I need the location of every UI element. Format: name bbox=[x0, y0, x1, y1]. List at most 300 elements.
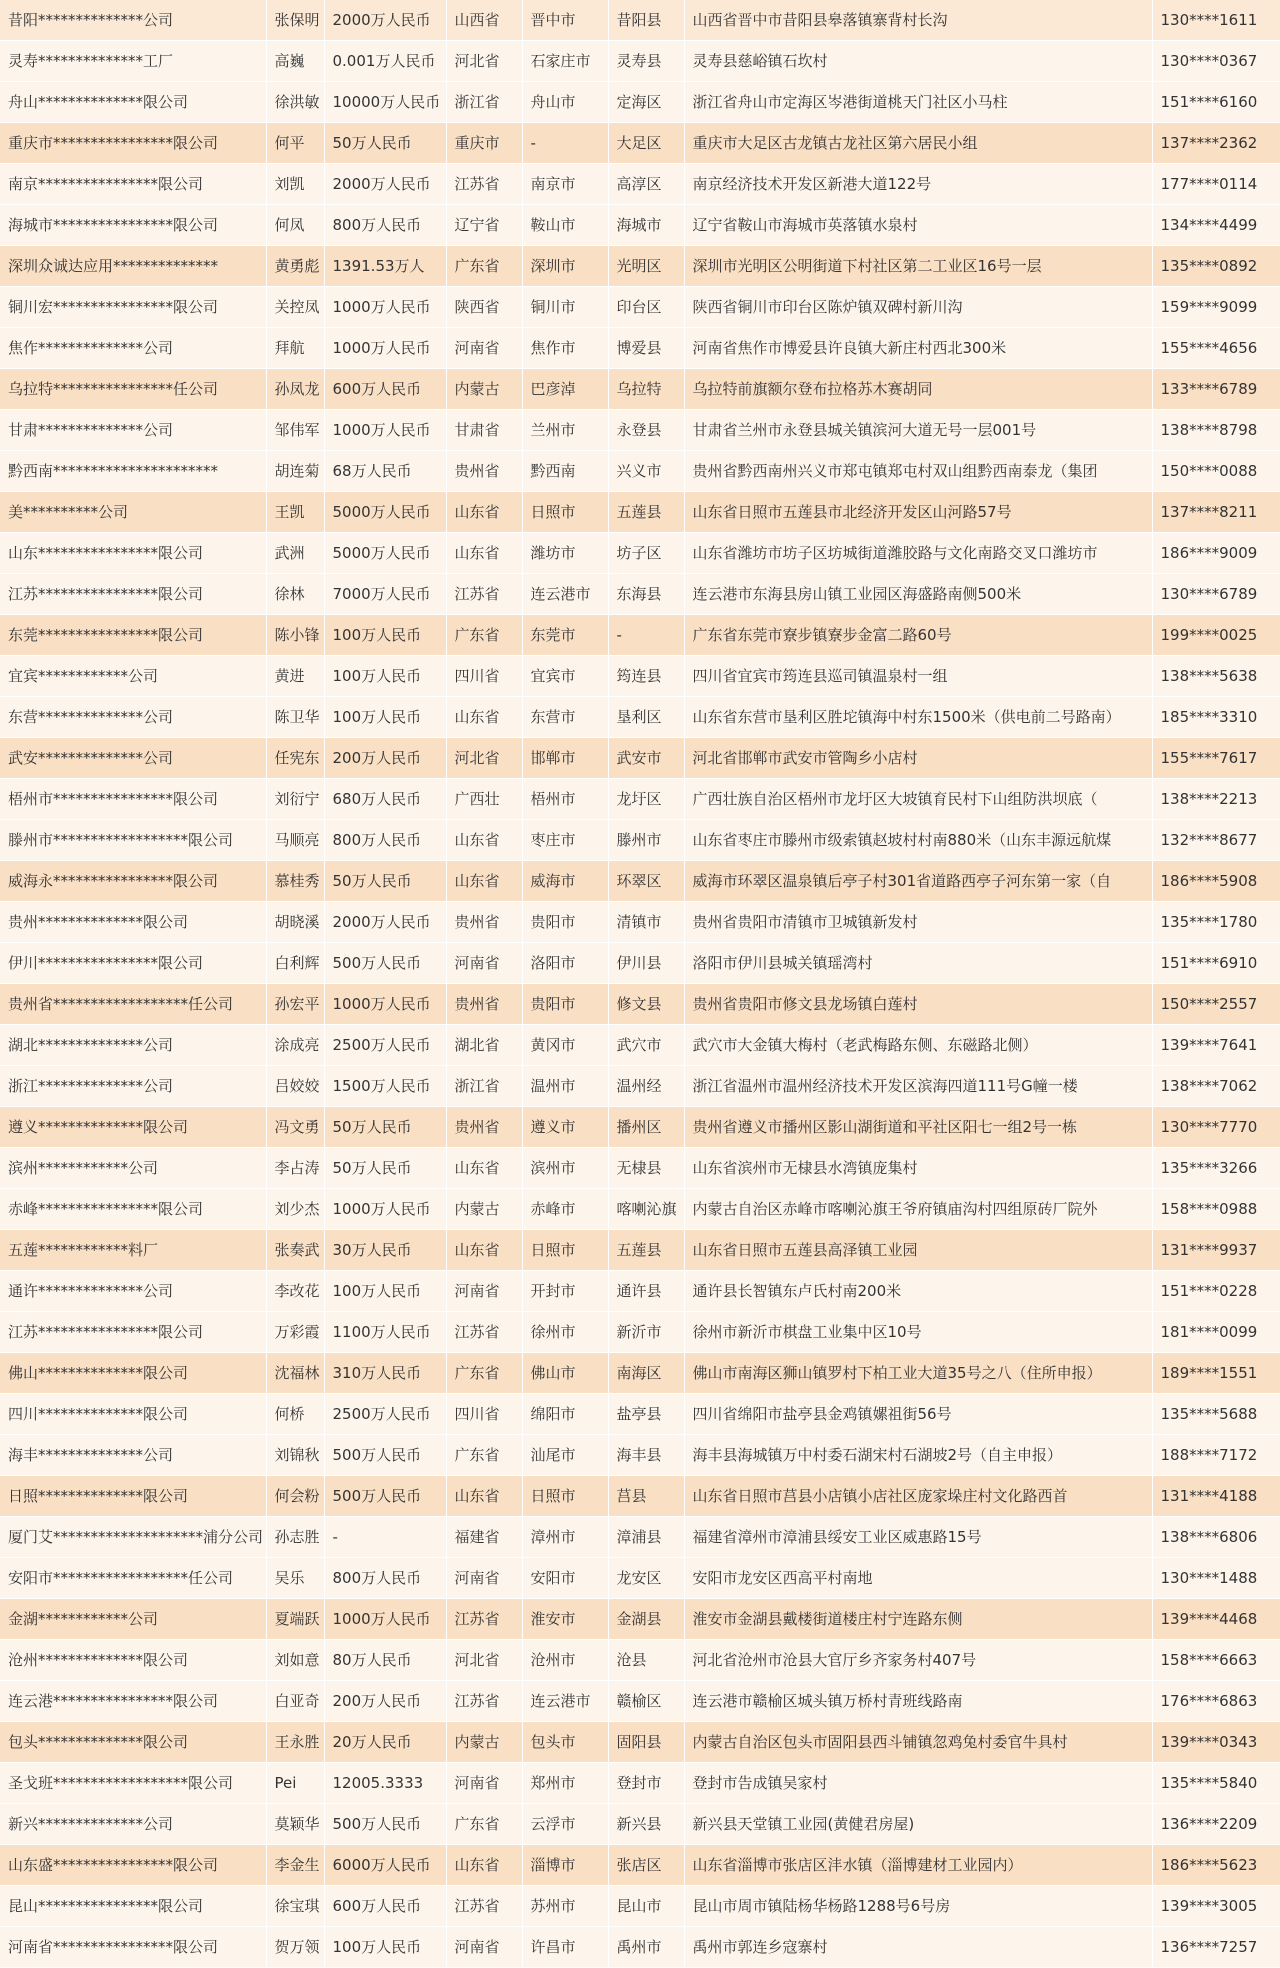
city-cell: 绵阳市 bbox=[522, 1394, 608, 1435]
address-cell: 陕西省铜川市印台区陈炉镇双碑村新川沟 bbox=[684, 287, 1152, 328]
city-cell: 深圳市 bbox=[522, 246, 608, 287]
table-row bbox=[0, 410, 1280, 451]
table-row bbox=[0, 1066, 1280, 1107]
company-name-cell: 昔阳**************公司 bbox=[0, 0, 266, 41]
legal-rep-cell: 孙宏平 bbox=[266, 984, 324, 1025]
district-cell: 新沂市 bbox=[608, 1312, 684, 1353]
legal-rep-cell: 任宪东 bbox=[266, 738, 324, 779]
province-cell: 贵州省 bbox=[446, 984, 522, 1025]
city-cell: 云浮市 bbox=[522, 1804, 608, 1845]
phone-cell: 186****5623 bbox=[1152, 1845, 1280, 1886]
city-cell: 淮安市 bbox=[522, 1599, 608, 1640]
district-cell: 乌拉特 bbox=[608, 369, 684, 410]
registered-capital-cell: 100万人民币 bbox=[324, 1271, 446, 1312]
company-name-cell: 宜宾************公司 bbox=[0, 656, 266, 697]
province-cell: 河北省 bbox=[446, 738, 522, 779]
registered-capital-cell: 68万人民币 bbox=[324, 451, 446, 492]
legal-rep-cell: 贺万领 bbox=[266, 1927, 324, 1968]
legal-rep-cell: 刘锦秋 bbox=[266, 1435, 324, 1476]
phone-cell: 138****7062 bbox=[1152, 1066, 1280, 1107]
district-cell: 南海区 bbox=[608, 1353, 684, 1394]
company-name-cell: 山东****************限公司 bbox=[0, 533, 266, 574]
table-row bbox=[0, 984, 1280, 1025]
company-name-cell: 包头**************限公司 bbox=[0, 1722, 266, 1763]
company-name-cell: 通许**************公司 bbox=[0, 1271, 266, 1312]
company-name-cell: 湖北**************公司 bbox=[0, 1025, 266, 1066]
district-cell: 张店区 bbox=[608, 1845, 684, 1886]
district-cell: - bbox=[608, 615, 684, 656]
registered-capital-cell: 5000万人民币 bbox=[324, 533, 446, 574]
city-cell: 佛山市 bbox=[522, 1353, 608, 1394]
phone-cell: 139****3005 bbox=[1152, 1886, 1280, 1927]
registered-capital-cell: 50万人民币 bbox=[324, 1107, 446, 1148]
legal-rep-cell: 莫颖华 bbox=[266, 1804, 324, 1845]
registered-capital-cell: 1000万人民币 bbox=[324, 1189, 446, 1230]
legal-rep-cell: 张奏武 bbox=[266, 1230, 324, 1271]
table-row bbox=[0, 492, 1280, 533]
city-cell: 连云港市 bbox=[522, 574, 608, 615]
address-cell: 南京经济技术开发区新港大道122号 bbox=[684, 164, 1152, 205]
province-cell: 四川省 bbox=[446, 656, 522, 697]
legal-rep-cell: 王凯 bbox=[266, 492, 324, 533]
address-cell: 洛阳市伊川县城关镇瑶湾村 bbox=[684, 943, 1152, 984]
address-cell: 内蒙古自治区赤峰市喀喇沁旗王爷府镇庙沟村四组原砖厂院外 bbox=[684, 1189, 1152, 1230]
company-name-cell: 连云港****************限公司 bbox=[0, 1681, 266, 1722]
district-cell: 昆山市 bbox=[608, 1886, 684, 1927]
legal-rep-cell: 邹伟军 bbox=[266, 410, 324, 451]
legal-rep-cell: 何桥 bbox=[266, 1394, 324, 1435]
address-cell: 禹州市郭连乡寇寨村 bbox=[684, 1927, 1152, 1968]
table-row bbox=[0, 820, 1280, 861]
province-cell: 内蒙古 bbox=[446, 1189, 522, 1230]
province-cell: 江苏省 bbox=[446, 1312, 522, 1353]
district-cell: 无棣县 bbox=[608, 1148, 684, 1189]
district-cell: 灵寿县 bbox=[608, 41, 684, 82]
address-cell: 四川省宜宾市筠连县巡司镇温泉村一组 bbox=[684, 656, 1152, 697]
district-cell: 滕州市 bbox=[608, 820, 684, 861]
company-name-cell: 深圳众诚达应用************** bbox=[0, 246, 266, 287]
district-cell: 坊子区 bbox=[608, 533, 684, 574]
province-cell: 内蒙古 bbox=[446, 369, 522, 410]
address-cell: 淮安市金湖县戴楼街道楼庄村宁连路东侧 bbox=[684, 1599, 1152, 1640]
city-cell: 苏州市 bbox=[522, 1886, 608, 1927]
table-row bbox=[0, 1804, 1280, 1845]
phone-cell: 158****6663 bbox=[1152, 1640, 1280, 1681]
province-cell: 辽宁省 bbox=[446, 205, 522, 246]
address-cell: 贵州省遵义市播州区影山湖街道和平社区阳七一组2号一栋 bbox=[684, 1107, 1152, 1148]
district-cell: 禹州市 bbox=[608, 1927, 684, 1968]
registered-capital-cell: 2000万人民币 bbox=[324, 902, 446, 943]
province-cell: 陕西省 bbox=[446, 287, 522, 328]
registered-capital-cell: 2500万人民币 bbox=[324, 1025, 446, 1066]
company-name-cell: 安阳市******************任公司 bbox=[0, 1558, 266, 1599]
company-name-cell: 遵义**************限公司 bbox=[0, 1107, 266, 1148]
city-cell: 洛阳市 bbox=[522, 943, 608, 984]
company-name-cell: 美**********公司 bbox=[0, 492, 266, 533]
company-name-cell: 厦门艾********************浦分公司 bbox=[0, 1517, 266, 1558]
company-name-cell: 梧州市****************限公司 bbox=[0, 779, 266, 820]
legal-rep-cell: 冯文勇 bbox=[266, 1107, 324, 1148]
city-cell: 许昌市 bbox=[522, 1927, 608, 1968]
company-name-cell: 山东盛****************限公司 bbox=[0, 1845, 266, 1886]
district-cell: 武安市 bbox=[608, 738, 684, 779]
company-name-cell: 五莲************料厂 bbox=[0, 1230, 266, 1271]
phone-cell: 199****0025 bbox=[1152, 615, 1280, 656]
company-name-cell: 贵州省******************任公司 bbox=[0, 984, 266, 1025]
registered-capital-cell: 20万人民币 bbox=[324, 1722, 446, 1763]
city-cell: 黔西南 bbox=[522, 451, 608, 492]
phone-cell: 150****2557 bbox=[1152, 984, 1280, 1025]
legal-rep-cell: 吕姣姣 bbox=[266, 1066, 324, 1107]
legal-rep-cell: 陈小锋 bbox=[266, 615, 324, 656]
company-name-cell: 江苏****************限公司 bbox=[0, 574, 266, 615]
city-cell: 日照市 bbox=[522, 492, 608, 533]
table-row bbox=[0, 1640, 1280, 1681]
legal-rep-cell: 李改花 bbox=[266, 1271, 324, 1312]
address-cell: 河北省邯郸市武安市管陶乡小店村 bbox=[684, 738, 1152, 779]
district-cell: 通许县 bbox=[608, 1271, 684, 1312]
company-name-cell: 武安**************公司 bbox=[0, 738, 266, 779]
table-row bbox=[0, 1476, 1280, 1517]
city-cell: 黄冈市 bbox=[522, 1025, 608, 1066]
address-cell: 通许县长智镇东卢氏村南200米 bbox=[684, 1271, 1152, 1312]
registered-capital-cell: 30万人民币 bbox=[324, 1230, 446, 1271]
city-cell: 温州市 bbox=[522, 1066, 608, 1107]
company-name-cell: 海丰**************公司 bbox=[0, 1435, 266, 1476]
company-name-cell: 新兴**************公司 bbox=[0, 1804, 266, 1845]
table-row bbox=[0, 1189, 1280, 1230]
district-cell: 五莲县 bbox=[608, 492, 684, 533]
legal-rep-cell: 万彩霞 bbox=[266, 1312, 324, 1353]
province-cell: 广东省 bbox=[446, 1804, 522, 1845]
city-cell: 赤峰市 bbox=[522, 1189, 608, 1230]
phone-cell: 137****8211 bbox=[1152, 492, 1280, 533]
company-name-cell: 黔西南********************** bbox=[0, 451, 266, 492]
address-cell: 广西壮族自治区梧州市龙圩区大坡镇育民村下山组防洪坝底（ bbox=[684, 779, 1152, 820]
company-name-cell: 日照**************限公司 bbox=[0, 1476, 266, 1517]
company-name-cell: 伊川****************限公司 bbox=[0, 943, 266, 984]
legal-rep-cell: 李占涛 bbox=[266, 1148, 324, 1189]
table-row bbox=[0, 1681, 1280, 1722]
district-cell: 博爱县 bbox=[608, 328, 684, 369]
district-cell: 新兴县 bbox=[608, 1804, 684, 1845]
legal-rep-cell: 徐林 bbox=[266, 574, 324, 615]
legal-rep-cell: 白利辉 bbox=[266, 943, 324, 984]
phone-cell: 132****8677 bbox=[1152, 820, 1280, 861]
province-cell: 甘肃省 bbox=[446, 410, 522, 451]
address-cell: 连云港市赣榆区城头镇万桥村青班线路南 bbox=[684, 1681, 1152, 1722]
table-row bbox=[0, 943, 1280, 984]
company-name-cell: 赤峰****************限公司 bbox=[0, 1189, 266, 1230]
district-cell: 莒县 bbox=[608, 1476, 684, 1517]
company-name-cell: 昆山****************限公司 bbox=[0, 1886, 266, 1927]
district-cell: 伊川县 bbox=[608, 943, 684, 984]
address-cell: 贵州省贵阳市清镇市卫城镇新发村 bbox=[684, 902, 1152, 943]
phone-cell: 158****0988 bbox=[1152, 1189, 1280, 1230]
table-row bbox=[0, 1517, 1280, 1558]
province-cell: 广东省 bbox=[446, 1353, 522, 1394]
legal-rep-cell: 何平 bbox=[266, 123, 324, 164]
address-cell: 辽宁省鞍山市海城市英落镇水泉村 bbox=[684, 205, 1152, 246]
phone-cell: 136****7257 bbox=[1152, 1927, 1280, 1968]
registered-capital-cell: 1000万人民币 bbox=[324, 984, 446, 1025]
legal-rep-cell: 高巍 bbox=[266, 41, 324, 82]
province-cell: 广东省 bbox=[446, 246, 522, 287]
company-name-cell: 焦作**************公司 bbox=[0, 328, 266, 369]
province-cell: 河南省 bbox=[446, 1558, 522, 1599]
legal-rep-cell: 王永胜 bbox=[266, 1722, 324, 1763]
company-name-cell: 滨州************公司 bbox=[0, 1148, 266, 1189]
address-cell: 贵州省贵阳市修文县龙场镇白莲村 bbox=[684, 984, 1152, 1025]
registered-capital-cell: 100万人民币 bbox=[324, 615, 446, 656]
province-cell: 河南省 bbox=[446, 1763, 522, 1804]
registered-capital-cell: 500万人民币 bbox=[324, 943, 446, 984]
address-cell: 徐州市新沂市棋盘工业集中区10号 bbox=[684, 1312, 1152, 1353]
city-cell: 遵义市 bbox=[522, 1107, 608, 1148]
registered-capital-cell: 2000万人民币 bbox=[324, 164, 446, 205]
city-cell: 枣庄市 bbox=[522, 820, 608, 861]
registered-capital-cell: 100万人民币 bbox=[324, 656, 446, 697]
table-row bbox=[0, 779, 1280, 820]
province-cell: 河南省 bbox=[446, 1927, 522, 1968]
company-name-cell: 甘肃**************公司 bbox=[0, 410, 266, 451]
table-row bbox=[0, 205, 1280, 246]
city-cell: 晋中市 bbox=[522, 0, 608, 41]
phone-cell: 135****3266 bbox=[1152, 1148, 1280, 1189]
district-cell: 清镇市 bbox=[608, 902, 684, 943]
district-cell: 温州经 bbox=[608, 1066, 684, 1107]
company-name-cell: 江苏****************限公司 bbox=[0, 1312, 266, 1353]
province-cell: 内蒙古 bbox=[446, 1722, 522, 1763]
province-cell: 广东省 bbox=[446, 615, 522, 656]
phone-cell: 155****4656 bbox=[1152, 328, 1280, 369]
city-cell: 安阳市 bbox=[522, 1558, 608, 1599]
legal-rep-cell: 李金生 bbox=[266, 1845, 324, 1886]
province-cell: 河北省 bbox=[446, 41, 522, 82]
registered-capital-cell: 200万人民币 bbox=[324, 1681, 446, 1722]
address-cell: 山东省枣庄市滕州市级索镇赵坡村村南880米（山东丰源远航煤 bbox=[684, 820, 1152, 861]
city-cell: 宜宾市 bbox=[522, 656, 608, 697]
city-cell: 贵阳市 bbox=[522, 984, 608, 1025]
phone-cell: 135****5688 bbox=[1152, 1394, 1280, 1435]
province-cell: 河北省 bbox=[446, 1640, 522, 1681]
table-row bbox=[0, 246, 1280, 287]
company-name-cell: 铜川宏****************限公司 bbox=[0, 287, 266, 328]
registered-capital-cell: 80万人民币 bbox=[324, 1640, 446, 1681]
province-cell: 湖北省 bbox=[446, 1025, 522, 1066]
city-cell: 沧州市 bbox=[522, 1640, 608, 1681]
province-cell: 浙江省 bbox=[446, 82, 522, 123]
province-cell: 贵州省 bbox=[446, 451, 522, 492]
legal-rep-cell: 胡连菊 bbox=[266, 451, 324, 492]
city-cell: 威海市 bbox=[522, 861, 608, 902]
registered-capital-cell: 12005.3333 bbox=[324, 1763, 446, 1804]
district-cell: 登封市 bbox=[608, 1763, 684, 1804]
legal-rep-cell: 刘少杰 bbox=[266, 1189, 324, 1230]
address-cell: 乌拉特前旗额尔登布拉格苏木赛胡同 bbox=[684, 369, 1152, 410]
city-cell: 徐州市 bbox=[522, 1312, 608, 1353]
registered-capital-cell: - bbox=[324, 1517, 446, 1558]
province-cell: 贵州省 bbox=[446, 1107, 522, 1148]
table-row bbox=[0, 1763, 1280, 1804]
table-row bbox=[0, 1107, 1280, 1148]
registered-capital-cell: 1000万人民币 bbox=[324, 1599, 446, 1640]
legal-rep-cell: 胡晓溪 bbox=[266, 902, 324, 943]
phone-cell: 130****6789 bbox=[1152, 574, 1280, 615]
phone-cell: 135****0892 bbox=[1152, 246, 1280, 287]
province-cell: 山东省 bbox=[446, 1148, 522, 1189]
legal-rep-cell: 何会粉 bbox=[266, 1476, 324, 1517]
table-row bbox=[0, 1927, 1280, 1968]
legal-rep-cell: 孙志胜 bbox=[266, 1517, 324, 1558]
district-cell: 海城市 bbox=[608, 205, 684, 246]
address-cell: 新兴县天堂镇工业园(黄健君房屋) bbox=[684, 1804, 1152, 1845]
registered-capital-cell: 310万人民币 bbox=[324, 1353, 446, 1394]
registered-capital-cell: 2000万人民币 bbox=[324, 0, 446, 41]
phone-cell: 188****7172 bbox=[1152, 1435, 1280, 1476]
table-row bbox=[0, 1558, 1280, 1599]
city-cell: 舟山市 bbox=[522, 82, 608, 123]
table-row bbox=[0, 1722, 1280, 1763]
province-cell: 河南省 bbox=[446, 328, 522, 369]
province-cell: 江苏省 bbox=[446, 1681, 522, 1722]
address-cell: 内蒙古自治区包头市固阳县西斗铺镇忽鸡兔村委官牛具村 bbox=[684, 1722, 1152, 1763]
registered-capital-cell: 50万人民币 bbox=[324, 123, 446, 164]
legal-rep-cell: 张保明 bbox=[266, 0, 324, 41]
phone-cell: 136****2209 bbox=[1152, 1804, 1280, 1845]
registered-capital-cell: 10000万人民币 bbox=[324, 82, 446, 123]
district-cell: 喀喇沁旗 bbox=[608, 1189, 684, 1230]
district-cell: 永登县 bbox=[608, 410, 684, 451]
district-cell: 大足区 bbox=[608, 123, 684, 164]
province-cell: 山东省 bbox=[446, 1476, 522, 1517]
legal-rep-cell: 何凤 bbox=[266, 205, 324, 246]
province-cell: 四川省 bbox=[446, 1394, 522, 1435]
address-cell: 连云港市东海县房山镇工业园区海盛路南侧500米 bbox=[684, 574, 1152, 615]
table-row bbox=[0, 697, 1280, 738]
phone-cell: 133****6789 bbox=[1152, 369, 1280, 410]
address-cell: 安阳市龙安区西高平村南地 bbox=[684, 1558, 1152, 1599]
table-row bbox=[0, 1271, 1280, 1312]
company-name-cell: 东营**************公司 bbox=[0, 697, 266, 738]
phone-cell: 134****4499 bbox=[1152, 205, 1280, 246]
province-cell: 河南省 bbox=[446, 943, 522, 984]
registered-capital-cell: 500万人民币 bbox=[324, 1476, 446, 1517]
registered-capital-cell: 6000万人民币 bbox=[324, 1845, 446, 1886]
district-cell: 播州区 bbox=[608, 1107, 684, 1148]
district-cell: 漳浦县 bbox=[608, 1517, 684, 1558]
registered-capital-cell: 800万人民币 bbox=[324, 820, 446, 861]
address-cell: 山东省淄博市张店区沣水镇（淄博建材工业园内） bbox=[684, 1845, 1152, 1886]
registered-capital-cell: 600万人民币 bbox=[324, 369, 446, 410]
district-cell: 盐亭县 bbox=[608, 1394, 684, 1435]
phone-cell: 138****8798 bbox=[1152, 410, 1280, 451]
address-cell: 山东省潍坊市坊子区坊城街道潍胶路与文化南路交叉口潍坊市 bbox=[684, 533, 1152, 574]
table-row bbox=[0, 1312, 1280, 1353]
province-cell: 贵州省 bbox=[446, 902, 522, 943]
district-cell: 固阳县 bbox=[608, 1722, 684, 1763]
registered-capital-cell: 7000万人民币 bbox=[324, 574, 446, 615]
registered-capital-cell: 200万人民币 bbox=[324, 738, 446, 779]
phone-cell: 151****6910 bbox=[1152, 943, 1280, 984]
address-cell: 甘肃省兰州市永登县城关镇滨河大道无号一层001号 bbox=[684, 410, 1152, 451]
company-name-cell: 浙江**************公司 bbox=[0, 1066, 266, 1107]
table-row bbox=[0, 738, 1280, 779]
registered-capital-cell: 50万人民币 bbox=[324, 861, 446, 902]
registered-capital-cell: 100万人民币 bbox=[324, 1927, 446, 1968]
registered-capital-cell: 1100万人民币 bbox=[324, 1312, 446, 1353]
registered-capital-cell: 5000万人民币 bbox=[324, 492, 446, 533]
legal-rep-cell: 涂成亮 bbox=[266, 1025, 324, 1066]
province-cell: 山东省 bbox=[446, 861, 522, 902]
district-cell: 定海区 bbox=[608, 82, 684, 123]
table-row bbox=[0, 451, 1280, 492]
table-row bbox=[0, 82, 1280, 123]
phone-cell: 150****0088 bbox=[1152, 451, 1280, 492]
address-cell: 佛山市南海区狮山镇罗村下柏工业大道35号之八（住所申报） bbox=[684, 1353, 1152, 1394]
province-cell: 重庆市 bbox=[446, 123, 522, 164]
district-cell: 筠连县 bbox=[608, 656, 684, 697]
province-cell: 山东省 bbox=[446, 1230, 522, 1271]
phone-cell: 139****0343 bbox=[1152, 1722, 1280, 1763]
province-cell: 山东省 bbox=[446, 533, 522, 574]
city-cell: 东营市 bbox=[522, 697, 608, 738]
company-name-cell: 舟山**************限公司 bbox=[0, 82, 266, 123]
registered-capital-cell: 500万人民币 bbox=[324, 1435, 446, 1476]
legal-rep-cell: 关控凤 bbox=[266, 287, 324, 328]
phone-cell: 135****1780 bbox=[1152, 902, 1280, 943]
address-cell: 山东省日照市五莲县市北经济开发区山河路57号 bbox=[684, 492, 1152, 533]
city-cell: 焦作市 bbox=[522, 328, 608, 369]
table-row bbox=[0, 1394, 1280, 1435]
phone-cell: 138****6806 bbox=[1152, 1517, 1280, 1558]
phone-cell: 130****1611 bbox=[1152, 0, 1280, 41]
company-name-cell: 金湖************公司 bbox=[0, 1599, 266, 1640]
city-cell: 汕尾市 bbox=[522, 1435, 608, 1476]
table-row bbox=[0, 41, 1280, 82]
province-cell: 福建省 bbox=[446, 1517, 522, 1558]
address-cell: 威海市环翠区温泉镇后亭子村301省道路西亭子河东第一家（自 bbox=[684, 861, 1152, 902]
legal-rep-cell: 孙凤龙 bbox=[266, 369, 324, 410]
company-name-cell: 乌拉特****************任公司 bbox=[0, 369, 266, 410]
company-name-cell: 海城市****************限公司 bbox=[0, 205, 266, 246]
district-cell: 兴义市 bbox=[608, 451, 684, 492]
registered-capital-cell: 50万人民币 bbox=[324, 1148, 446, 1189]
address-cell: 海丰县海城镇万中村委石湖宋村石湖坡2号（自主申报） bbox=[684, 1435, 1152, 1476]
table-row bbox=[0, 1599, 1280, 1640]
city-cell: 日照市 bbox=[522, 1476, 608, 1517]
address-cell: 河北省沧州市沧县大官厅乡齐家务村407号 bbox=[684, 1640, 1152, 1681]
city-cell: 淄博市 bbox=[522, 1845, 608, 1886]
phone-cell: 159****9099 bbox=[1152, 287, 1280, 328]
district-cell: 印台区 bbox=[608, 287, 684, 328]
district-cell: 高淳区 bbox=[608, 164, 684, 205]
phone-cell: 177****0114 bbox=[1152, 164, 1280, 205]
company-name-cell: 南京****************限公司 bbox=[0, 164, 266, 205]
district-cell: 环翠区 bbox=[608, 861, 684, 902]
table-row bbox=[0, 615, 1280, 656]
phone-cell: 130****1488 bbox=[1152, 1558, 1280, 1599]
phone-cell: 151****0228 bbox=[1152, 1271, 1280, 1312]
address-cell: 福建省漳州市漳浦县绥安工业区威惠路15号 bbox=[684, 1517, 1152, 1558]
province-cell: 山东省 bbox=[446, 1845, 522, 1886]
province-cell: 广东省 bbox=[446, 1435, 522, 1476]
table-row bbox=[0, 861, 1280, 902]
table-row bbox=[0, 1025, 1280, 1066]
registered-capital-cell: 1391.53万人 bbox=[324, 246, 446, 287]
city-cell: 鞍山市 bbox=[522, 205, 608, 246]
phone-cell: 189****1551 bbox=[1152, 1353, 1280, 1394]
